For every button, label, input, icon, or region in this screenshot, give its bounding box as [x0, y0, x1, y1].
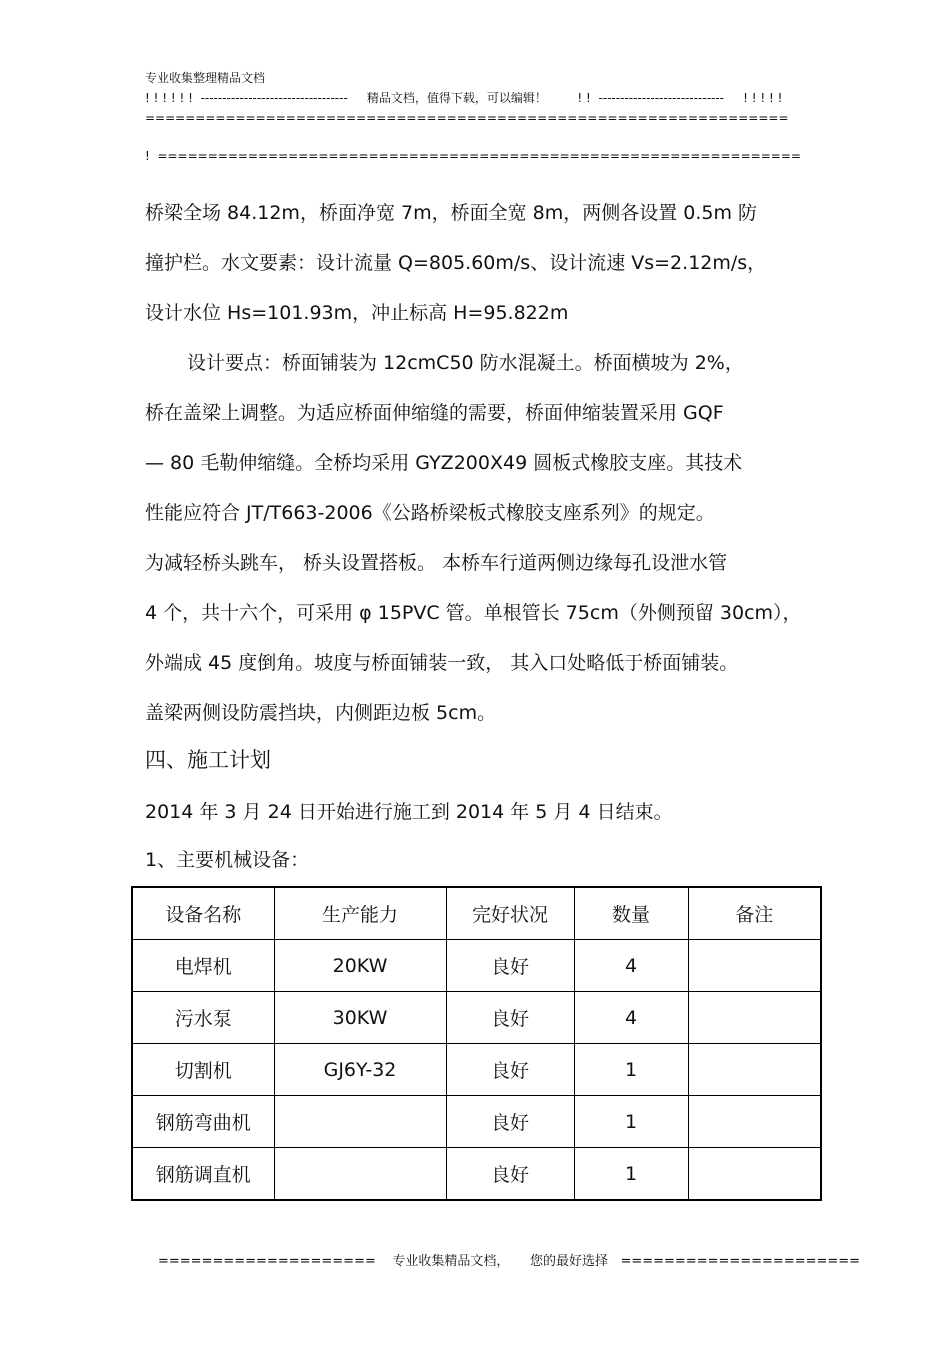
- header-rule: ================================================================: [145, 111, 789, 125]
- table-cell: [688, 992, 821, 1044]
- body-line: 性能应符合 JT/T663-2006《公路桥梁板式橡胶支座系列》的规定。: [145, 502, 715, 524]
- table-cell: 污水泵: [132, 992, 274, 1044]
- table-cell: [688, 1044, 821, 1096]
- header-cell: 完好状况: [446, 887, 574, 940]
- table-cell: [688, 1148, 821, 1201]
- body-line: 为减轻桥头跳车， 桥头设置搭板。 本桥车行道两侧边缘每孔设泄水管: [145, 552, 728, 574]
- table-header-row: [132, 887, 821, 940]
- table-row: [132, 1044, 821, 1096]
- equipment-heading: 1、主要机械设备：: [145, 849, 310, 871]
- table-cell: 良好: [446, 1044, 574, 1096]
- table-row: [132, 1148, 821, 1201]
- table-cell: 良好: [446, 940, 574, 992]
- table-cell: [688, 940, 821, 992]
- header-cell: 生产能力: [274, 887, 446, 940]
- table-cell: 良好: [446, 1096, 574, 1148]
- body-line: 盖梁两侧设防震挡块，内侧距边板 5cm。: [145, 702, 497, 724]
- schedule-text: 2014 年 3 月 24 日开始进行施工到 2014 年 5 月 4 日结束。: [145, 801, 673, 823]
- table-cell: 良好: [446, 992, 574, 1044]
- bridge-description: [145, 188, 825, 738]
- table-cell: 1: [574, 1044, 688, 1096]
- table-cell: [274, 1096, 446, 1148]
- header-cell: 设备名称: [132, 887, 274, 940]
- table-cell: 钢筋弯曲机: [132, 1096, 274, 1148]
- table-row: [132, 992, 821, 1044]
- body-line: 设计水位 Hs=101.93m，冲止标高 H=95.822m: [145, 302, 569, 324]
- table-cell: [274, 1148, 446, 1201]
- header-cell: 数量: [574, 887, 688, 940]
- table-cell: 20KW: [274, 940, 446, 992]
- table-cell: 30KW: [274, 992, 446, 1044]
- table-cell: 良好: [446, 1148, 574, 1201]
- equipment-table: [131, 886, 822, 1201]
- table-cell: [688, 1096, 821, 1148]
- body-line: 4 个，共十六个，可采用 φ 15PVC 管。单根管长 75cm（外侧预留 30cm），: [145, 602, 802, 624]
- table-row: [132, 1096, 821, 1148]
- page-footer: ==================== 专业收集精品文档， 您的最好选择 ======================: [158, 1254, 861, 1269]
- body-line: 设计要点：桥面铺装为 12cmC50 防水混凝土。桥面横坡为 2%，: [187, 352, 744, 374]
- table-row: [132, 940, 821, 992]
- section-title: 四、施工计划: [145, 748, 271, 772]
- table-cell: 电焊机: [132, 940, 274, 992]
- header-banner: ! ! ! ! ! ! ---------------------------------- 精品文档，值得下载，可以编辑！ ! ! ----------------------------- ! ! ! ! !: [145, 91, 783, 105]
- body-line: 桥梁全场 84.12m，桥面净宽 7m，桥面全宽 8m，两侧各设置 0.5m 防: [145, 202, 758, 224]
- table-cell: 钢筋调直机: [132, 1148, 274, 1201]
- body-line: 桥在盖梁上调整。为适应桥面伸缩缝的需要，桥面伸缩装置采用 GQF: [145, 402, 724, 424]
- header-rule-2: ! ================================================================: [145, 149, 801, 163]
- table-cell: 切割机: [132, 1044, 274, 1096]
- table-cell: 1: [574, 1096, 688, 1148]
- table-cell: 1: [574, 1148, 688, 1201]
- table-cell: GJ6Y-32: [274, 1044, 446, 1096]
- body-line: 撞护栏。水文要素：设计流量 Q=805.60m/s、设计流速 Vs=2.12m/s，: [145, 252, 767, 274]
- body-line: 外端成 45 度倒角。坡度与桥面铺装一致， 其入口处略低于桥面铺装。: [145, 652, 739, 674]
- header-title: 专业收集整理精品文档: [145, 71, 266, 85]
- header-cell: 备注: [688, 887, 821, 940]
- table-cell: 4: [574, 992, 688, 1044]
- body-line: — 80 毛勒伸缩缝。全桥均采用 GYZ200X49 圆板式橡胶支座。其技术: [145, 452, 743, 474]
- table-cell: 4: [574, 940, 688, 992]
